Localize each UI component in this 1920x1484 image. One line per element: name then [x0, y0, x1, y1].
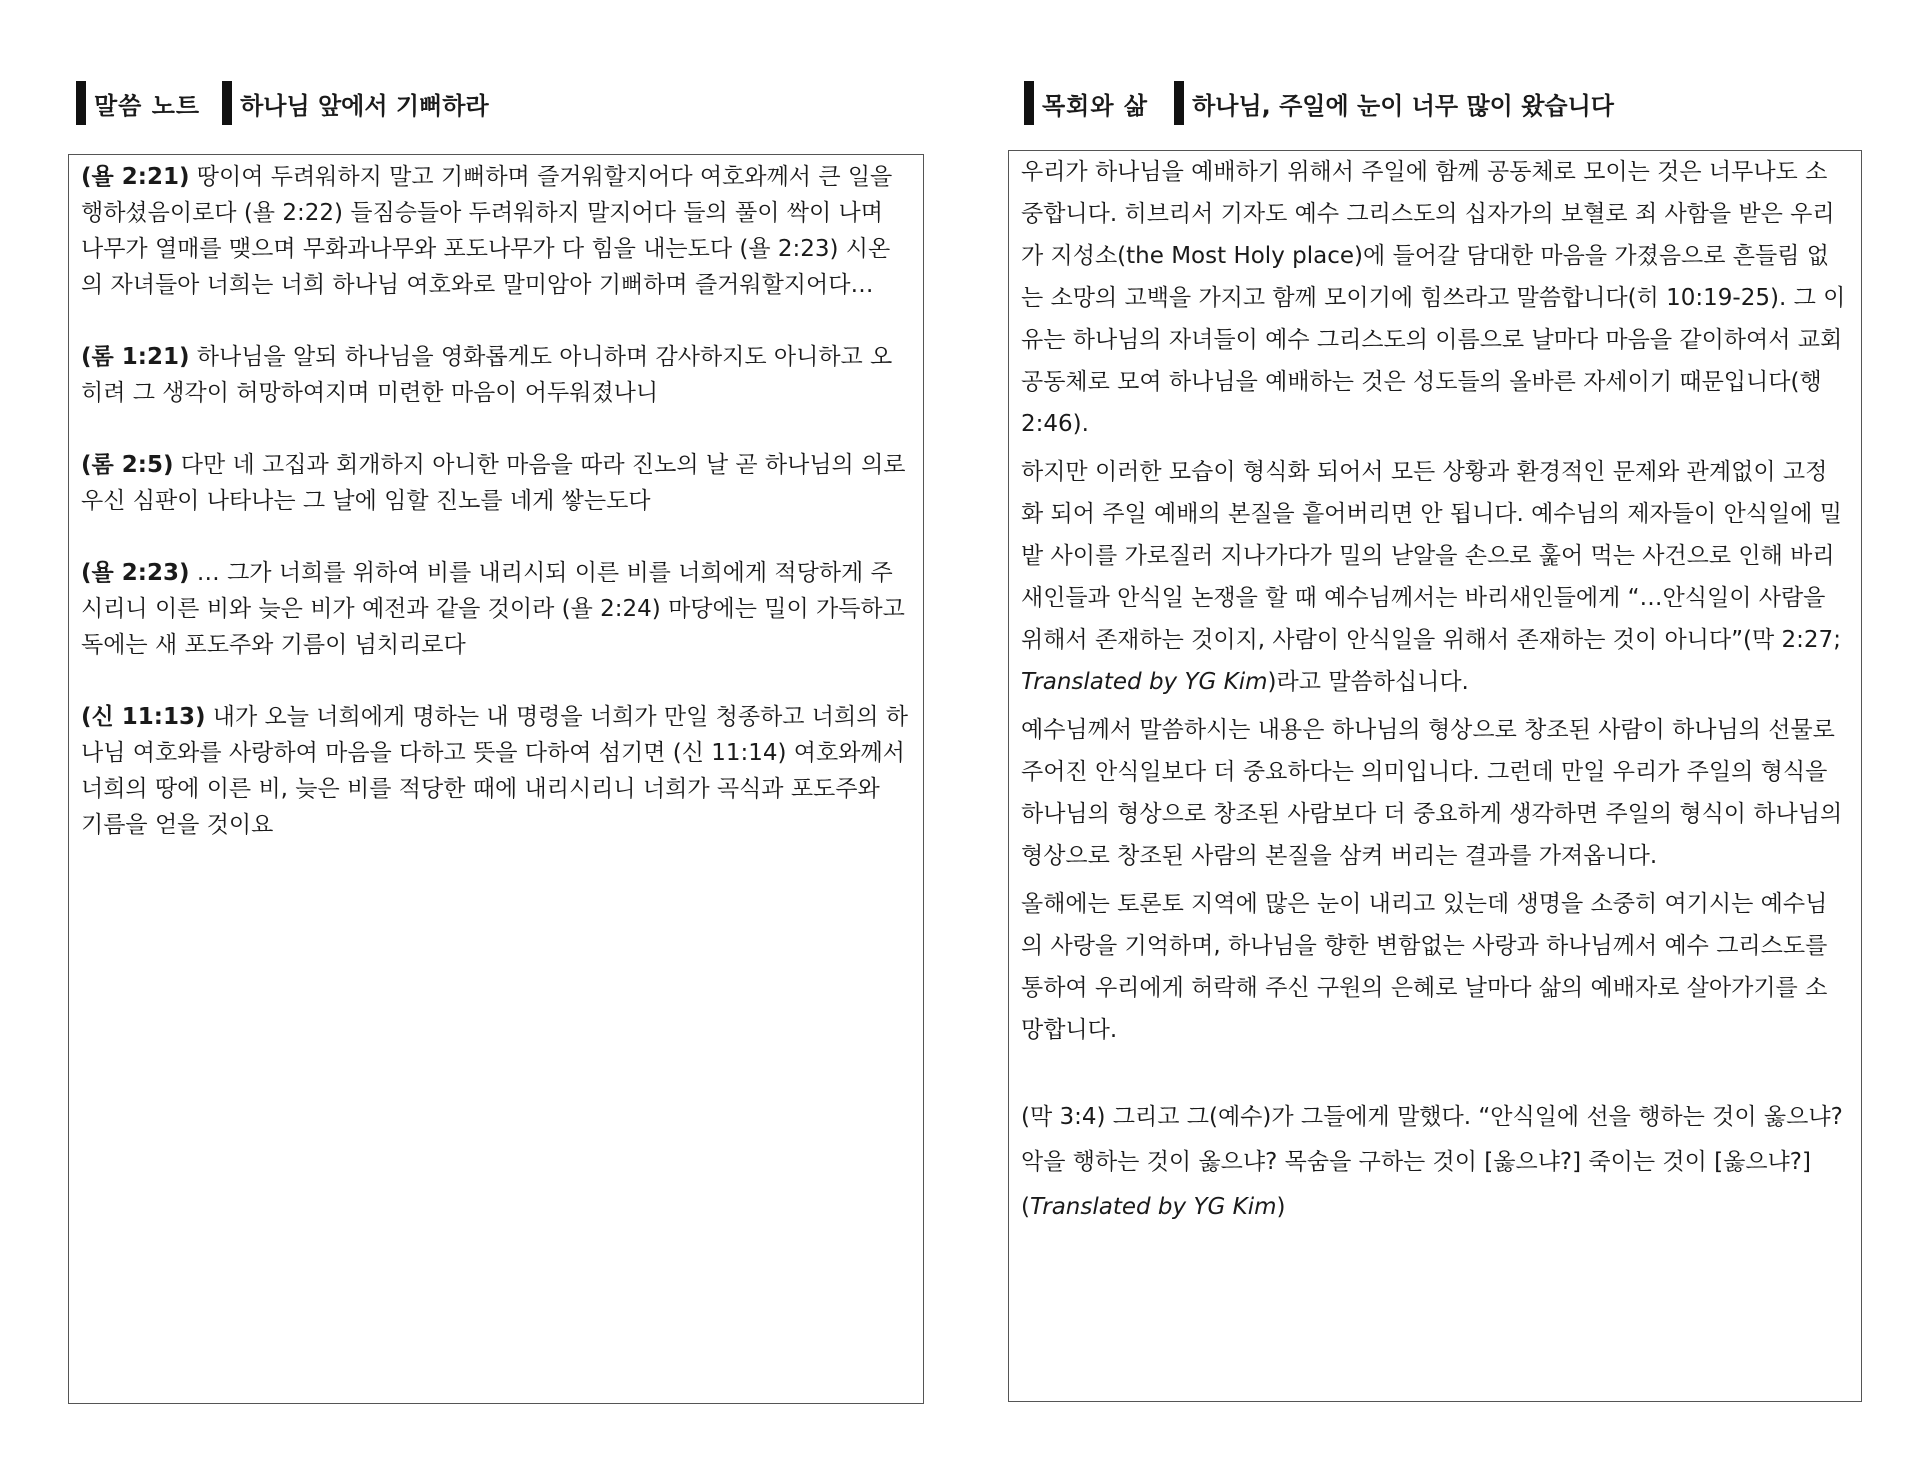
- essay-paragraph: [1021, 451, 1849, 703]
- scripture-list: [69, 155, 923, 843]
- scripture-entry: [81, 159, 909, 303]
- header-bar-icon: [76, 81, 86, 125]
- left-header-label: 말씀 노트: [94, 91, 201, 120]
- essay-paragraph: 우리가 하나님을 예배하기 위해서 주일에 함께 공동체로 모이는 것은 너무나도 소중합니다. 히브리서 기자도 예수 그리스도의 십자가의 보혈로 죄 사함을 받은 우리가 지성소(the Most Holy place)에 들어갈 담대한 마음을 가졌음으로 흔들림 없는 소망의 고백을 가지고 함께 모이기에 힘쓰라고 말씀합니다(히 10:19-25). 그 이유는 하나님의 자녀들이 예수 그리스도의 이름으로 날마다 마음을 같이하여서 교회 공동체로 모여 하나님을 예배하는 것은 성도들의 올바른 자세이기 때문입니다(행 2:46).: [1021, 159, 1846, 437]
- scripture-text: 땅이여 두려워하지 말고 기뻐하며 즐거워할지어다 여호와께서 큰 일을 행하셨음이로다 (욜 2:22) 들짐승들아 두려워하지 말지어다 들의 풀이 싹이 나며 나무가 열매를 맺으며 무화과나무와 포도나무가 다 힘을 내는도다 (욜 2:23) 시온의 자녀들아 너희는 너희 하나님 여호와로 말미암아 기뻐하며 즐거워할지어다…: [81, 164, 893, 298]
- header-bar-icon: [1174, 81, 1184, 125]
- quote-text: (막 3:4) 그리고 그(예수)가 그들에게 말했다. “안식일에 선을 행하는 것이 옳으냐? 악을 행하는 것이 옳으냐? 목숨을 구하는 것이 [옳으냐?] 죽이는 것이 [옳으냐?] (: [1021, 1104, 1843, 1220]
- essay-body: [1009, 151, 1861, 1230]
- translation-credit: Translated by YG Kim: [1021, 669, 1268, 695]
- right-header: [1024, 80, 1614, 126]
- header-bar-icon: [222, 81, 232, 125]
- essay-text: )라고 말씀하십니다.: [1267, 669, 1469, 695]
- scripture-entry: [81, 339, 909, 411]
- scripture-ref: (롬 1:21): [81, 344, 190, 370]
- scripture-text: 내가 오늘 너희에게 명하는 내 명령을 너희가 만일 청종하고 너희의 하나님 여호와를 사랑하여 마음을 다하고 뜻을 다하여 섬기면 (신 11:14) 여호와께서 너희의 땅에 이른 비, 늦은 비를 적당한 때에 내리시리니 너희가 곡식과 포도주와 기름을 얻을 것이요: [81, 704, 908, 838]
- scripture-ref: (욜 2:23): [81, 560, 190, 586]
- closing-quote: [1021, 1095, 1849, 1230]
- left-header: [76, 80, 489, 126]
- scripture-notes-box: [68, 154, 924, 1404]
- scripture-entry: [81, 447, 909, 519]
- scripture-text: … 그가 너희를 위하여 비를 내리시되 이른 비를 너희에게 적당하게 주시리니 이른 비와 늦은 비가 예전과 같을 것이라 (욜 2:24) 마당에는 밀이 가득하고 독에는 새 포도주와 기름이 넘치리로다: [81, 560, 905, 658]
- left-header-title: 하나님 앞에서 기뻐하라: [240, 91, 489, 120]
- scripture-text: 다만 네 고집과 회개하지 아니한 마음을 따라 진노의 날 곧 하나님의 의로우신 심판이 나타나는 그 날에 임할 진노를 네게 쌓는도다: [81, 452, 906, 514]
- essay-text: 하지만 이러한 모습이 형식화 되어서 모든 상황과 환경적인 문제와 관계없이 고정화 되어 주일 예배의 본질을 흩어버리면 안 됩니다. 예수님의 제자들이 안식일에 밀밭 사이를 가로질러 지나가다가 밀의 낟알을 손으로 훑어 먹는 사건으로 인해 바리새인들과 안식일 논쟁을 할 때 예수님께서는 바리새인들에게 “…안식일이 사람을 위해서 존재하는 것이지, 사람이 안식일을 위해서 존재하는 것이 아니다”(막 2:27;: [1021, 459, 1842, 653]
- scripture-ref: (롬 2:5): [81, 452, 174, 478]
- scripture-ref: (신 11:13): [81, 704, 206, 730]
- right-header-label: 목회와 삶: [1042, 91, 1149, 120]
- quote-text: ): [1276, 1194, 1286, 1220]
- scripture-entry: [81, 555, 909, 663]
- right-header-title: 하나님, 주일에 눈이 너무 많이 왔습니다: [1192, 91, 1614, 120]
- essay-paragraph: 올해에는 토론토 지역에 많은 눈이 내리고 있는데 생명을 소중히 여기시는 예수님의 사랑을 기억하며, 하나님을 향한 변함없는 사랑과 하나님께서 예수 그리스도를 통하여 우리에게 허락해 주신 구원의 은혜로 날마다 삶의 예배자로 살아가기를 소망합니다.: [1021, 891, 1828, 1043]
- scripture-text: 하나님을 알되 하나님을 영화롭게도 아니하며 감사하지도 아니하고 오히려 그 생각이 허망하여지며 미련한 마음이 어두워졌나니: [81, 344, 893, 406]
- pastoral-essay-box: [1008, 150, 1862, 1402]
- scripture-ref: (욜 2:21): [81, 164, 190, 190]
- translation-credit: Translated by YG Kim: [1029, 1194, 1277, 1220]
- scripture-entry: [81, 699, 909, 843]
- essay-paragraph: 예수님께서 말씀하시는 내용은 하나님의 형상으로 창조된 사람이 하나님의 선물로 주어진 안식일보다 더 중요하다는 의미입니다. 그런데 만일 우리가 주일의 형식을 하나님의 형상으로 창조된 사람보다 더 중요하게 생각하면 주일의 형식이 하나님의 형상으로 창조된 사람의 본질을 삼켜 버리는 결과를 가져옵니다.: [1021, 717, 1843, 869]
- header-bar-icon: [1024, 81, 1034, 125]
- spacer: [1021, 1057, 1849, 1095]
